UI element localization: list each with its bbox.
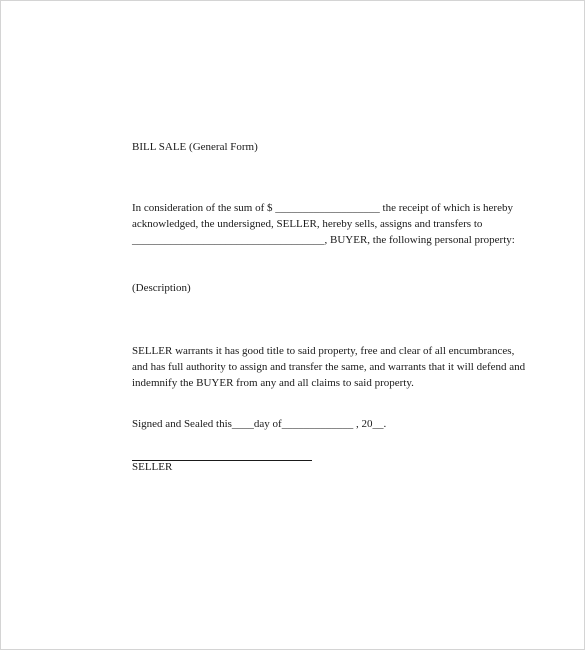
warranty-line-1: SELLER warrants it has good title to said property, free and clear of all encumbrances, (132, 345, 515, 357)
seller-label: SELLER (132, 461, 173, 473)
consideration-line-1: In consideration of the sum of $ ___________________ the receipt of which is hereby (132, 202, 513, 214)
description-placeholder: (Description) (132, 282, 191, 294)
warranty-line-3: indemnify the BUYER from any and all claims to said property. (132, 377, 414, 389)
warranty-line-2: and has full authority to assign and transfer the same, and warrants that it will defend and (132, 361, 526, 373)
consideration-line-2: acknowledged, the undersigned, SELLER, hereby sells, assigns and transfers to (132, 218, 483, 230)
signed-sealed-line: Signed and Sealed this____day of_____________ , 20__. (132, 418, 387, 430)
document-title: BILL SALE (General Form) (132, 141, 258, 153)
consideration-line-3: ___________________________________, BUYER, the following personal property: (132, 234, 515, 246)
